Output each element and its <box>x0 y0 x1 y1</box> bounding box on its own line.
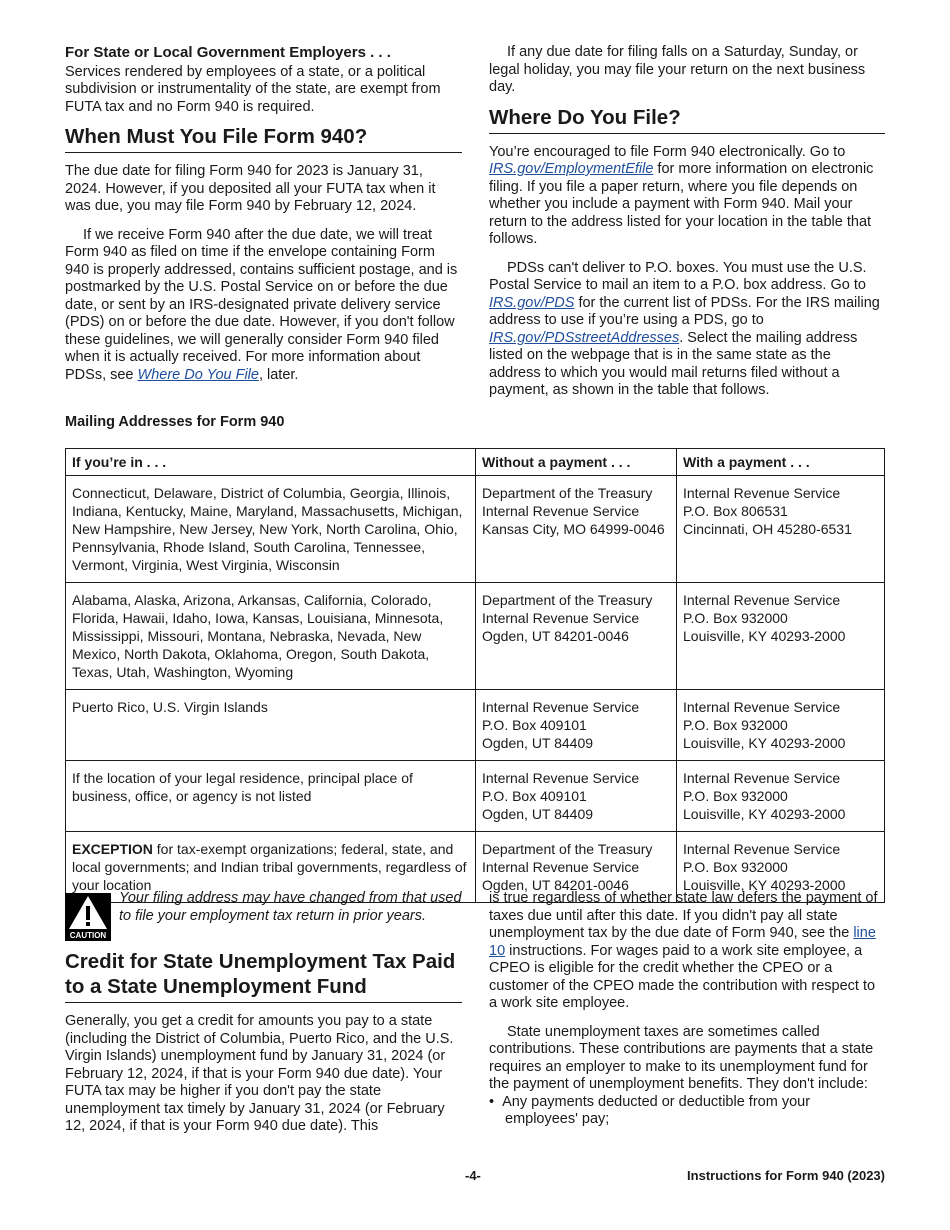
when-file-heading: When Must You File Form 940? <box>65 124 462 153</box>
credit-heading: Credit for State Unemployment Tax Paid to a State Unemployment Fund <box>65 949 462 1003</box>
row-without-payment <box>476 761 677 832</box>
footer-doc-title: Instructions for Form 940 (2023) <box>687 1168 885 1183</box>
row-with-payment <box>677 690 885 761</box>
where-file-heading: Where Do You File? <box>489 105 885 134</box>
address-line: P.O. Box 932000 <box>683 610 788 626</box>
when-file-para-1: The due date for filing Form 940 for 2023 is January 31, 2024. However, if you deposited all your FUTA tax when it was due, you may file Form 940 by February 12, 2024. <box>65 163 436 214</box>
credit-continued-b: instructions. For wages paid to a work site employee, a CPEO is eligible for the credit whether the CPEO or a customer of the CPEO made the contribution with respect to a work site employee. <box>489 942 876 1011</box>
address-line: Louisville, KY 40293-2000 <box>683 735 846 751</box>
table-row <box>66 476 885 583</box>
where-file-para-1 <box>489 144 885 249</box>
row-without-payment <box>476 690 677 761</box>
address-line: P.O. Box 409101 <box>482 788 587 804</box>
state-employers-heading: For State or Local Government Employers . . . <box>65 44 391 61</box>
address-line: Department of the Treasury <box>482 841 653 857</box>
address-line: Internal Revenue Service <box>482 610 640 626</box>
where-file-para-2-a: PDSs can't deliver to P.O. boxes. You must use the U.S. Postal Service to mail an item to a P.O. box address. Go to <box>489 259 867 293</box>
row-location: If the location of your legal residence, principal place of business, office, or agency is not listed <box>66 761 476 832</box>
address-line: Department of the Treasury <box>482 485 653 501</box>
exception-text: for tax-exempt organizations; federal, state, and local governments; and Indian tribal governments, regardless of your location <box>72 841 467 893</box>
address-line: Internal Revenue Service <box>683 770 841 786</box>
bullet-item <box>489 1094 885 1129</box>
table-row <box>66 761 885 832</box>
address-line: Internal Revenue Service <box>482 699 640 715</box>
address-line: Internal Revenue Service <box>482 770 640 786</box>
state-employers-text: Services rendered by employees of a state, or a political subdivision or instrumentality of the state, are exempt from FUTA tax and no Form 940 is required. <box>65 63 441 115</box>
address-line: Internal Revenue Service <box>482 503 640 519</box>
when-file-para-2 <box>65 227 462 385</box>
row-with-payment <box>677 476 885 583</box>
left-column-top <box>65 44 462 384</box>
weekend-para: If any due date for filing falls on a Saturday, Sunday, or legal holiday, you may file your return on the next business day. <box>489 44 866 95</box>
caution-icon <box>65 893 111 941</box>
address-line: Internal Revenue Service <box>482 859 640 875</box>
caution-box <box>65 890 462 941</box>
header-location: If you’re in . . . <box>66 449 476 476</box>
page-number: -4- <box>465 1168 481 1183</box>
mailing-table-title: Mailing Addresses for Form 940 <box>65 414 285 430</box>
address-line: P.O. Box 806531 <box>683 503 788 519</box>
address-line: Ogden, UT 84201-0046 <box>482 877 629 893</box>
credit-continued-a: is true regardless of whether state law defers the payment of taxes due until after this date. If you didn't pay all state unemployment tax by the due date of Form 940, see the <box>489 890 878 941</box>
address-line: Ogden, UT 84409 <box>482 806 594 822</box>
credit-para-1: Generally, you get a credit for amounts you pay to a state (including the District of Columbia, Puerto Rico, and the U.S. Virgin Islands) unemployment fund by January 31, 2024 (or February 12, 2024, if that is your Form 940 due date). Your FUTA tax may be higher if you don't pay the state unemployment tax timely by January 31, 2024 (or February 12, 2024, if that is your Form 940 due date). This <box>65 1013 454 1134</box>
address-line: Internal Revenue Service <box>683 841 841 857</box>
row-with-payment <box>677 583 885 690</box>
header-with-payment: With a payment . . . <box>677 449 885 476</box>
left-column-bottom <box>65 890 462 1136</box>
line-10-link[interactable]: line 10 <box>489 925 876 959</box>
address-line: Louisville, KY 40293-2000 <box>683 877 846 893</box>
where-file-para-1-a: You’re encouraged to file Form 940 electronically. Go to <box>489 143 846 160</box>
contributions-para: State unemployment taxes are sometimes called contributions. These contributions are payments that a state requires an employer to make to its unemployment fund for the payment of unemployment benefits. They don't include: <box>489 1023 874 1092</box>
when-file-para-2-end: , later. <box>258 366 299 383</box>
address-line: P.O. Box 932000 <box>683 859 788 875</box>
address-line: Louisville, KY 40293-2000 <box>683 806 846 822</box>
table-row <box>66 583 885 690</box>
address-line: Ogden, UT 84201-0046 <box>482 628 629 644</box>
address-line: Kansas City, MO 64999-0046 <box>482 521 665 537</box>
bullet-text: Any payments deducted or deductible from your employees' pay; <box>502 1093 811 1127</box>
header-without-payment: Without a payment . . . <box>476 449 677 476</box>
exception-label: EXCEPTION <box>72 841 153 857</box>
mailing-addresses-table <box>65 448 885 903</box>
pds-street-addresses-link[interactable]: IRS.gov/PDSstreetAddresses <box>489 329 680 346</box>
address-line: P.O. Box 932000 <box>683 717 788 733</box>
address-line: Internal Revenue Service <box>683 485 841 501</box>
right-column-top <box>489 44 885 400</box>
where-file-para-2-c: . Select the mailing address listed on the webpage that is in the same state as the address to which you would mail returns filed without a payment, as shown in the table that follows. <box>489 329 858 398</box>
table-row <box>66 690 885 761</box>
address-line: Internal Revenue Service <box>683 592 841 608</box>
address-line: Cincinnati, OH 45280-6531 <box>683 521 852 537</box>
address-line: P.O. Box 932000 <box>683 788 788 804</box>
where-do-you-file-link[interactable]: Where Do You File <box>137 366 259 383</box>
bullet-icon: • <box>489 1093 503 1110</box>
credit-continued-para <box>489 890 885 1013</box>
row-without-payment <box>476 583 677 690</box>
table-header-row <box>66 449 885 476</box>
row-location: Puerto Rico, U.S. Virgin Islands <box>66 690 476 761</box>
where-file-para-2-b: for the current list of PDSs. For the IRS mailing address to use if you’re using a PDS, go to <box>489 294 880 328</box>
right-column-bottom <box>489 890 885 1129</box>
address-line: Internal Revenue Service <box>683 699 841 715</box>
row-location: Alabama, Alaska, Arizona, Arkansas, California, Colorado, Florida, Hawaii, Idaho, Iowa, Kansas, Louisiana, Minnesota, Mississippi, Missouri, Montana, Nebraska, Nevada, New Mexico, North Dakota, Oklahoma, Oregon, South Dakota, Texas, Utah, Washington, Wyoming <box>66 583 476 690</box>
row-without-payment <box>476 476 677 583</box>
caution-text: Your filing address may have changed from that used to file your employment tax return in prior years. <box>119 890 462 924</box>
row-with-payment <box>677 761 885 832</box>
where-file-para-2 <box>489 260 885 400</box>
where-file-para-1-b: for more information on electronic filing. If you file a paper return, where you file depends on whether you include a payment with Form 940. Mail your return to the address listed for your location in the table that follows. <box>489 161 874 247</box>
caution-label: CAUTION <box>69 931 107 940</box>
address-line: Department of the Treasury <box>482 592 653 608</box>
employment-efile-link[interactable]: IRS.gov/EmploymentEfile <box>489 161 654 177</box>
when-file-para-2-text: If we receive Form 940 after the due date, we will treat Form 940 as filed on time if the envelope containing Form 940 is properly addressed, contains sufficient postage, and is postmarked by the U.S. Postal Service on or before the due date, or sent by an IRS-designated private delivery service (PDS) on or before the due date. However, if you don't follow these guidelines, we will generally consider Form 940 filed when it is actually received. For more information about PDSs, see <box>65 226 458 383</box>
address-line: P.O. Box 409101 <box>482 717 587 733</box>
row-location: Connecticut, Delaware, District of Columbia, Georgia, Illinois, Indiana, Kentucky, Maine, Maryland, Massachusetts, Michigan, New Hampshire, New Jersey, New York, North Carolina, Ohio, Pennsylvania, Rhode Island, South Carolina, Tennessee, Vermont, Virginia, West Virginia, Wisconsin <box>66 476 476 583</box>
pds-link[interactable]: IRS.gov/PDS <box>489 294 575 311</box>
address-line: Ogden, UT 84409 <box>482 735 594 751</box>
address-line: Louisville, KY 40293-2000 <box>683 628 846 644</box>
